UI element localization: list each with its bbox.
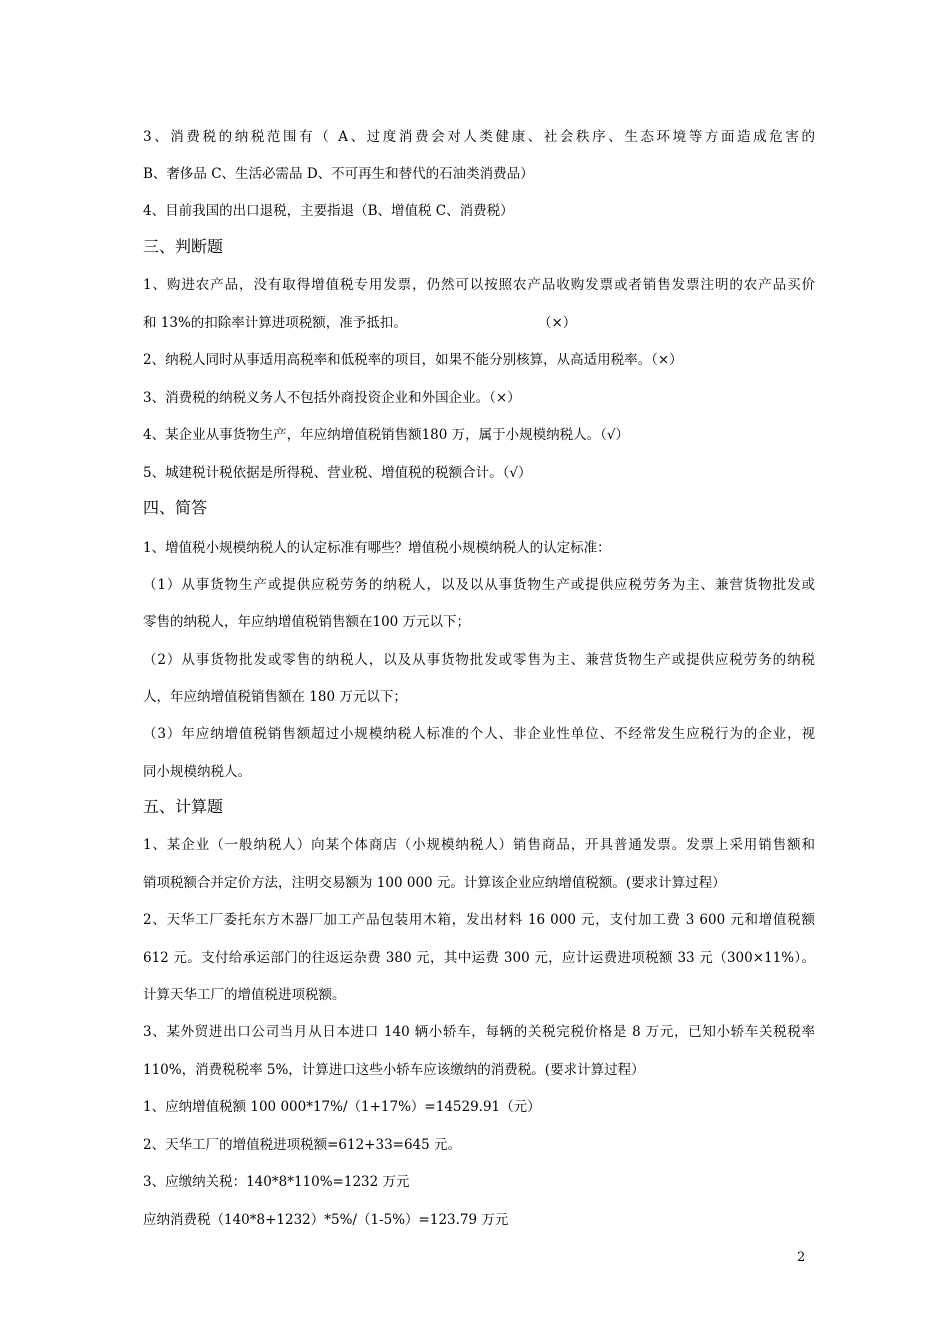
judgement-q4: 4、某企业从事货物生产，年应纳增值税销售额180 万，属于小规模纳税人。（√） — [143, 427, 629, 443]
section-heading-calculation: 五、计算题 — [143, 797, 224, 816]
section-heading-short-answer: 四、简答 — [143, 498, 208, 517]
judgement-q1-answer: （×） — [538, 315, 577, 331]
answer-line: 应纳消费税（140*8+1232）*5%/（1-5%）=123.79 万元 — [143, 1212, 509, 1228]
judgement-q2: 2、纳税人同时从事适用高税率和低税率的项目，如果不能分别核算，从高适用税率。（×） — [143, 352, 683, 368]
judgement-q1-line2: 和 13%的扣除率计算进项税额，准予抵扣。 — [143, 315, 407, 331]
calculation-line: 1、某企业（一般纳税人）向某个体商店（小规模纳税人）销售商品，开具普通发票。发票上采用销售额和 — [143, 837, 815, 853]
calculation-line: 销项税额合并定价方法，注明交易额为 100 000 元。计算该企业应纳增值税额。(要求计算过程） — [143, 875, 726, 891]
short-answer-line: 1、增值税小规模纳税人的认定标准有哪些？增值税小规模纳税人的认定标准： — [143, 540, 611, 556]
section-heading-judgement: 三、判断题 — [143, 237, 224, 256]
page-number: 2 — [797, 1250, 806, 1265]
judgement-q3: 3、消费税的纳税义务人不包括外商投资企业和外国企业。（×） — [143, 390, 521, 406]
answer-line: 2、天华工厂的增值税进项税额=612+33=645 元。 — [143, 1137, 462, 1153]
calculation-line: 612 元。支付给承运部门的往返运杂费 380 元，其中运费 300 元，应计运费进项税额 33 元（300×11%）。 — [143, 950, 815, 966]
calculation-line: 计算天华工厂的增值税进项税额。 — [143, 987, 346, 1003]
short-answer-line: 零售的纳税人，年应纳增值税销售额在100 万元以下； — [143, 614, 471, 630]
short-answer-line: 人，年应纳增值税销售额在 180 万元以下； — [143, 689, 407, 705]
judgement-q5: 5、城建税计税依据是所得税、营业税、增值税的税额合计。（√） — [143, 465, 532, 481]
short-answer-line: （3）年应纳增值税销售额超过小规模纳税人标准的个人、非企业性单位、不经常发生应税行为的企业，视 — [143, 726, 815, 742]
short-answer-line: （1）从事货物生产或提供应税劳务的纳税人，以及以从事货物生产或提供应税劳务为主、兼营货物批发或 — [143, 577, 815, 593]
short-answer-line: （2）从事货物批发或零售的纳税人，以及从事货物批发或零售为主、兼营货物生产或提供应税劳务的纳税 — [143, 652, 815, 668]
calculation-line: 2、天华工厂委托东方木器厂加工产品包装用木箱，发出材料 16 000 元，支付加工费 3 600 元和增值税额 — [143, 912, 815, 928]
judgement-q1-line1: 1、购进农产品，没有取得增值税专用发票，仍然可以按照农产品收购发票或者销售发票注明的农产品买价 — [143, 277, 815, 293]
calculation-line: 3、某外贸进出口公司当月从日本进口 140 辆小轿车，每辆的关税完税价格是 8 万元，已知小轿车关税税率 — [143, 1024, 815, 1040]
q3-choice-line1: 3、消费税的纳税范围有（ A、过度消费会对人类健康、社会秩序、生态环境等方面造成危害的 — [143, 129, 815, 145]
calculation-line: 110%，消费税税率 5%，计算进口这些小轿车应该缴纳的消费税。(要求计算过程） — [143, 1062, 645, 1078]
q4-choice: 4、目前我国的出口退税，主要指退（B、增值税 C、消费税） — [143, 203, 514, 219]
short-answer-line: 同小规模纳税人。 — [143, 764, 251, 780]
answer-line: 3、应缴纳关税：140*8*110%=1232 万元 — [143, 1174, 410, 1190]
answer-line: 1、应纳增值税额 100 000*17%/（1+17%）=14529.91（元） — [143, 1099, 541, 1115]
q3-choice-line2: B、奢侈品 C、生活必需品 D、不可再生和替代的石油类消费品） — [143, 166, 534, 182]
